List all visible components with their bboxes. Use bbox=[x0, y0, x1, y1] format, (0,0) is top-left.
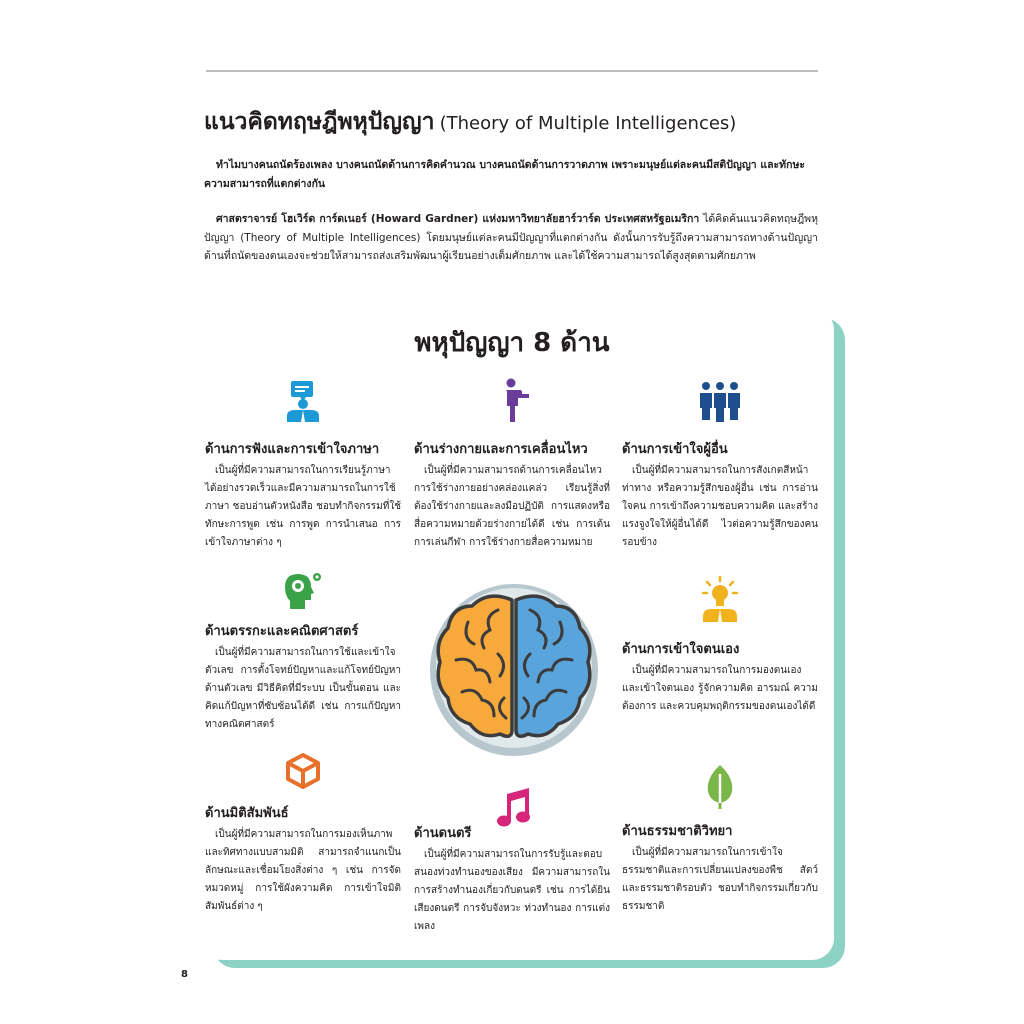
panel-mask-top bbox=[192, 300, 822, 318]
head-gears-icon bbox=[284, 572, 324, 610]
text-logical-mathematical: เป็นผู้ที่มีความสามารถในการใช้และเข้าใจตัวเลข การตั้งโจทย์ปัญหาและแก้โจทย์ปัญหาด้านตัวเลข มีวิธีคิดที่มีระบบ เป็นขั้นตอน และคิดแก้ปัญหาที่ซับซ้อนได้ดี เช่น การแก้ปัญหาทางคณิตศาสตร์ bbox=[205, 647, 401, 730]
top-rule bbox=[206, 70, 818, 72]
heading-interpersonal: ด้านการเข้าใจผู้อื่น bbox=[622, 442, 728, 457]
heading-intrapersonal: ด้านการเข้าใจตนเอง bbox=[622, 642, 740, 657]
text-bodily-kinesthetic: เป็นผู้ที่มีความสามารถด้านการเคลื่อนไหวการใช้ร่างกายอย่างคล่องแคล่ว เรียนรู้สิ่งที่ต้องใช้ร่างกายและลงมือปฏิบัติ การแสดงหรือสื่อความหมายด้วยร่างกายได้ดี เช่น การเต้น การเล่นกีฬา การใช้ร่างกายสื่อความหมาย bbox=[414, 465, 610, 548]
page-title bbox=[204, 104, 844, 140]
cube-icon bbox=[285, 752, 321, 790]
text-linguistic: เป็นผู้ที่มีความสามารถในการเรียนรู้ภาษาได้อย่างรวดเร็วและมีความสามารถในการใช้ภาษา ชอบอ่านตัวหนังสือ ชอบทำกิจกรรมที่ใช้ทักษะการพูด เช่น การพูด การนำเสนอ การเข้าใจภาษาต่าง ๆ bbox=[205, 465, 401, 548]
speech-person-icon bbox=[282, 380, 324, 422]
text-intrapersonal: เป็นผู้ที่มีความสามารถในการมองตนเองและเข้าใจตนเอง รู้จักความคิด อารมณ์ ความต้องการ และควบคุมพฤติกรรมของตนเองได้ดี bbox=[622, 665, 818, 712]
heading-naturalist: ด้านธรรมชาติวิทยา bbox=[622, 824, 733, 839]
text-naturalist: เป็นผู้ที่มีความสามารถในการเข้าใจธรรมชาติและการเปลี่ยนแปลงของพืช สัตว์ และธรรมชาติรอบตัว ชอบทำกิจกรรมเกี่ยวกับธรรมชาติ bbox=[622, 847, 818, 912]
intro-paragraph-2-rest: ได้คิดค้นแนวคิดทฤษฎีพหุปัญญา (Theory of Multiple Intelligences) โดยมนุษย์แต่ละคนมีปัญญาที่แตกต่างกัน ดังนั้นการรับรู้ถึงความสามารถทางด้านปัญญาด้านที่ถนัดของตนเองจะช่วยให้สามารถส่งเสริมพัฒนาผู้เรียนอย่างเต็มศักยภาพ และได้ใช้ความสามารถได้สูงสุดตามศักยภาพ bbox=[204, 213, 818, 262]
lightbulb-person-icon bbox=[700, 576, 740, 622]
page-title-thai: แนวคิดทฤษฎีพหุปัญญา bbox=[204, 109, 435, 135]
text-interpersonal: เป็นผู้ที่มีความสามารถในการสังเกตสีหน้า ท่าทาง หรือความรู้สึกของผู้อื่น เช่น การอ่านใจคน การเข้าถึงความชอบความคิด และสร้างแรงจูงใจให้ผู้อื่นได้ดี ไวต่อความรู้สึกของคนรอบข้าง bbox=[622, 465, 818, 548]
intro-paragraph-2 bbox=[204, 210, 818, 266]
text-musical: เป็นผู้ที่มีความสามารถในการรับรู้และตอบสนองท่วงทำนองของเสียง มีความสามารถในการสร้างทำนองเกี่ยวกับดนตรี เช่น การได้ยินเสียงดนตรี การจับจังหวะ ท่วงทำนอง การแต่งเพลง bbox=[414, 849, 610, 932]
group-people-icon bbox=[699, 380, 741, 422]
heading-spatial: ด้านมิติสัมพันธ์ bbox=[205, 806, 289, 821]
heading-linguistic: ด้านการฟังและการเข้าใจภาษา bbox=[205, 442, 380, 457]
heading-logical-mathematical: ด้านตรรกะและคณิตศาสตร์ bbox=[205, 624, 359, 639]
page-number: 8 bbox=[181, 969, 188, 980]
pointing-person-icon bbox=[500, 378, 530, 424]
music-note-icon bbox=[496, 786, 532, 828]
intro-paragraph-2-bold: ศาสตราจารย์ โฮเวิร์ด การ์ดเนอร์ (Howard Gardner) แห่งมหาวิทยาลัยฮาร์วาร์ด ประเทศสหรัฐอเมริกา bbox=[216, 213, 700, 225]
leaf-icon bbox=[704, 764, 736, 810]
panel-title: พหุปัญญา 8 ด้าน bbox=[414, 328, 610, 358]
brain-illustration bbox=[428, 582, 600, 758]
text-spatial: เป็นผู้ที่มีความสามารถในการมองเห็นภาพและทิศทางแบบสามมิติ สามารถจำแนกเป็นลักษณะและเชื่อมโยงสิ่งต่าง ๆ เช่น การจัดหมวดหมู่ การใช้ผังความคิด การเข้าใจมิติสัมพันธ์ต่าง ๆ bbox=[205, 829, 401, 912]
heading-bodily-kinesthetic: ด้านร่างกายและการเคลื่อนไหว bbox=[414, 442, 588, 457]
page-title-english: (Theory of Multiple Intelligences) bbox=[439, 113, 737, 134]
heading-musical: ด้านดนตรี bbox=[414, 826, 472, 841]
intro-paragraph-1: ทำไมบางคนถนัดร้องเพลง บางคนถนัดด้านการคิดคำนวณ บางคนถนัดด้านการวาดภาพ เพราะมนุษย์แต่ละคนมีสติปัญญา และทักษะความสามารถที่แตกต่างกัน bbox=[204, 159, 806, 190]
